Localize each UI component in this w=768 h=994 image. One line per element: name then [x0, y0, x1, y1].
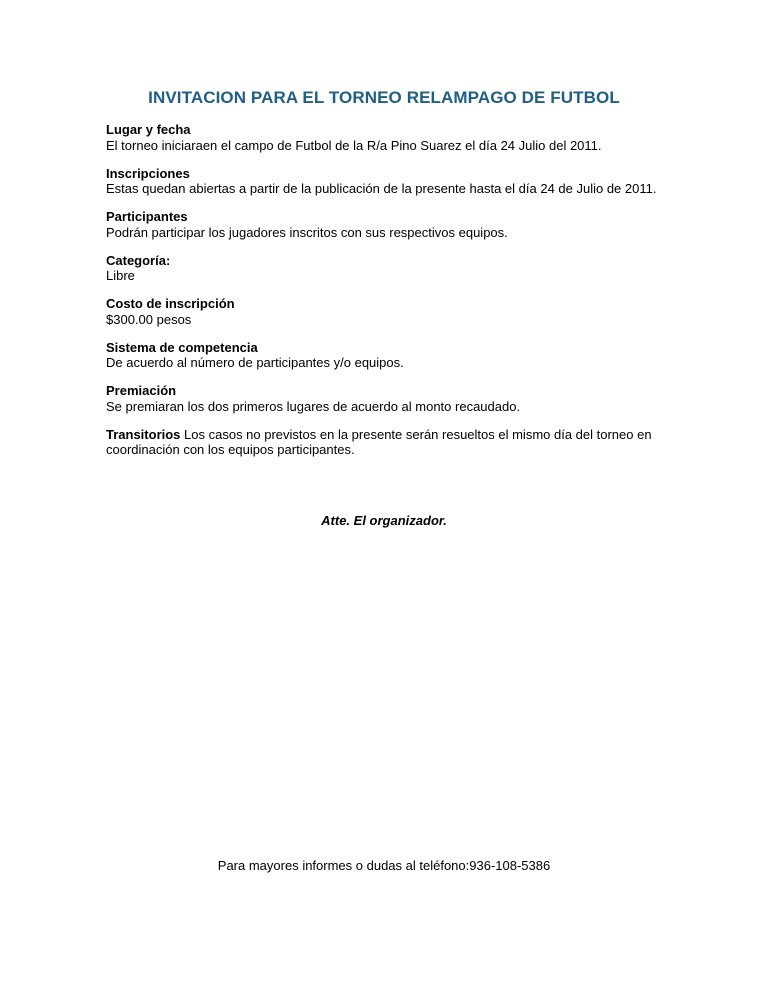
section-heading: Costo de inscripción — [106, 296, 235, 311]
transitorios-heading: Transitorios — [106, 426, 181, 442]
section-transitorios — [106, 427, 666, 458]
section-text: Podrán participar los jugadores inscritos con sus respectivos equipos. — [106, 224, 508, 240]
document-body — [106, 122, 666, 470]
section-heading: Sistema de competencia — [106, 339, 258, 355]
section-categoria — [106, 253, 666, 284]
footer-contact: Para mayores informes o dudas al teléfono:936-108-5386 — [217, 858, 551, 873]
section-heading: Lugar y fecha — [106, 122, 191, 137]
section-text: Se premiaran los dos primeros lugares de acuerdo al monto recaudado. — [106, 398, 521, 414]
section-lugar-fecha — [106, 122, 666, 153]
section-text: Libre — [106, 268, 135, 283]
section-sistema — [106, 340, 666, 371]
section-premiacion — [106, 383, 666, 414]
section-participantes — [106, 209, 666, 240]
section-heading: Participantes — [106, 209, 188, 224]
section-inscripciones — [106, 166, 666, 197]
section-text: Estas quedan abiertas a partir de la publicación de la presente hasta el día 24 de Julio de 2011. — [106, 181, 657, 196]
transitorios-text: Los casos no previstos en la presente serán resueltos el mismo día del torneo en coordinación con los equipos participantes. — [106, 426, 652, 457]
section-costo — [106, 296, 666, 327]
signature: Atte. El organizador. — [321, 513, 447, 528]
section-text: De acuerdo al número de participantes y/o equipos. — [106, 355, 404, 370]
section-text: $300.00 pesos — [106, 311, 192, 327]
section-heading: Inscripciones — [106, 165, 190, 181]
document-title: INVITACION PARA EL TORNEO RELAMPAGO DE FUTBOL — [148, 88, 620, 107]
section-heading: Premiación — [106, 383, 177, 398]
section-text: El torneo iniciaraen el campo de Futbol de la R/a Pino Suarez el día 24 Julio del 2011. — [106, 137, 602, 153]
section-heading: Categoría: — [106, 252, 171, 268]
